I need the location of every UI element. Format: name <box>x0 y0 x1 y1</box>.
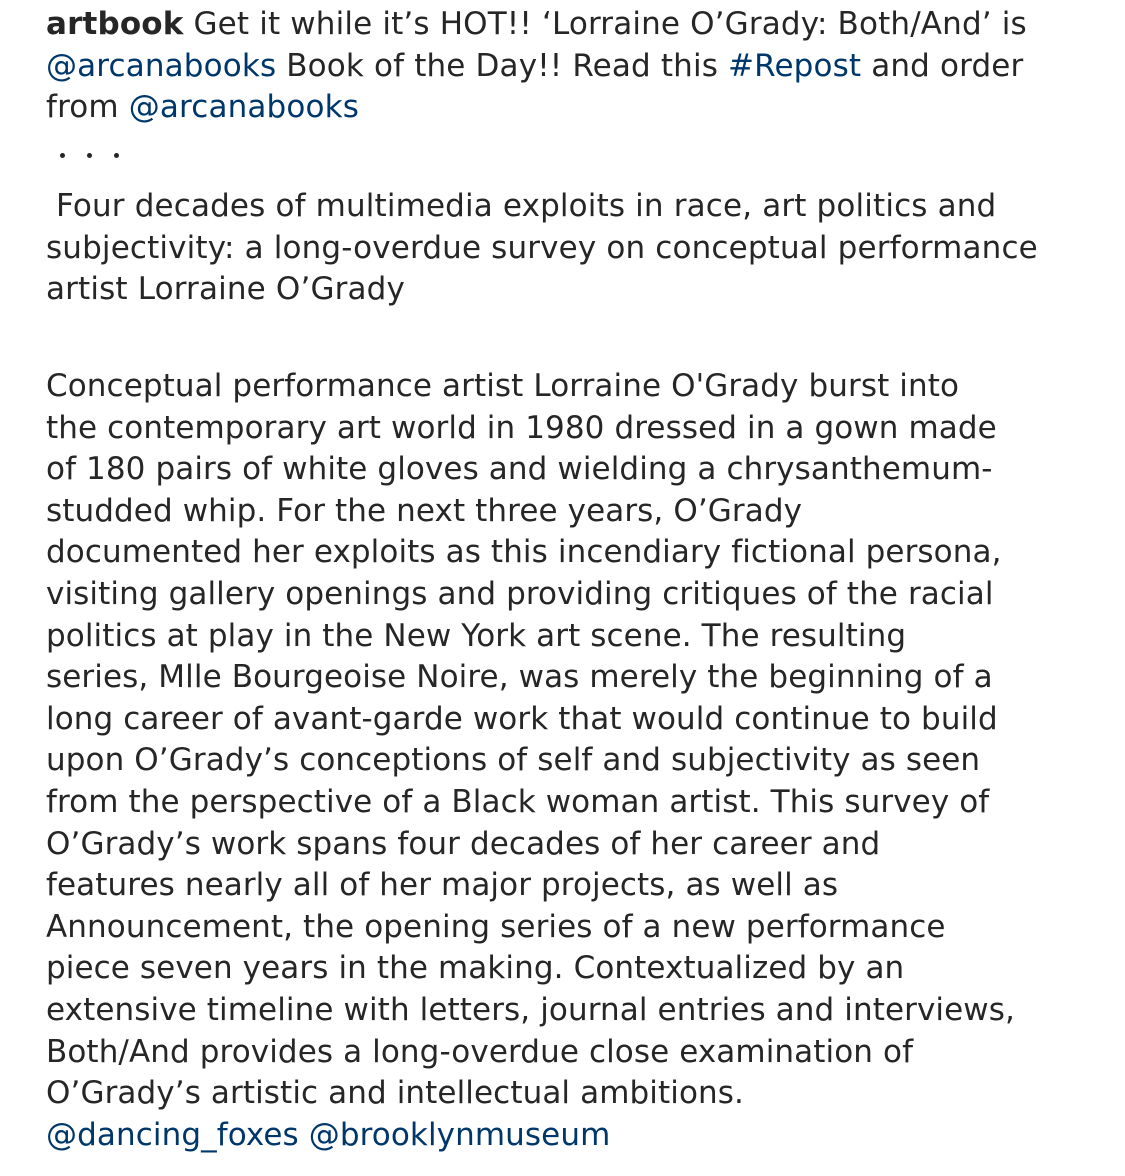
dot-icon <box>60 153 65 158</box>
description-line: O’Grady’s work spans four decades of her career and <box>46 825 881 862</box>
tags-line <box>46 1115 1106 1157</box>
mention-arcanabooks-link-2[interactable]: @arcanabooks <box>128 89 360 125</box>
description-line: long career of avant-garde work that would continue to build <box>46 700 998 737</box>
description-line: politics at play in the New York art scene. The resulting <box>46 617 907 654</box>
mention-dancing-foxes-link[interactable]: @dancing_foxes <box>46 1116 299 1153</box>
mention-brooklynmuseum-link[interactable]: @brooklynmuseum <box>308 1116 611 1153</box>
description-line: Announcement, the opening series of a new performance <box>46 908 946 945</box>
description-line: documented her exploits as this incendiary fictional persona, <box>46 534 1002 571</box>
username-link[interactable]: artbook <box>46 6 184 42</box>
ellipsis-separator <box>60 140 119 170</box>
caption-text: Book of the Day!! Read this <box>276 47 729 84</box>
description-line: visiting gallery openings and providing critiques of the racial <box>46 575 994 612</box>
summary-paragraph: Four decades of multimedia exploits in race, art politics and subjectivity: a long-overdue survey on conceptual performance artist Lorraine O’Grady <box>46 188 1048 307</box>
description-line: piece seven years in the making. Contextualized by an <box>46 950 905 987</box>
mention-arcanabooks-link[interactable]: @arcanabooks <box>46 47 277 84</box>
description-line: upon O’Grady’s conceptions of self and subjectivity as seen <box>46 742 981 779</box>
caption-text: Get it while it’s HOT!! ‘Lorraine O’Grady: Both/And’ is <box>183 6 1027 42</box>
description-line: series, Mlle Bourgeoise Noire, was merely the beginning of a <box>46 659 993 696</box>
description-line: of 180 pairs of white gloves and wielding a chrysanthemum- <box>46 451 993 488</box>
description-line: Both/And provides a long-overdue close examination of <box>46 1033 914 1070</box>
description-line: extensive timeline with letters, journal entries and interviews, <box>46 991 1015 1028</box>
description-line: from the perspective of a Black woman artist. This survey of <box>46 783 990 820</box>
post-caption <box>46 4 1106 129</box>
description-line: features nearly all of her major projects, as well as <box>46 867 839 904</box>
description-line: Conceptual performance artist Lorraine O'Grady burst into <box>46 368 960 404</box>
description-line: O’Grady’s artistic and intellectual ambitions. <box>46 1075 744 1112</box>
description-line: the contemporary art world in 1980 dressed in a gown made <box>46 409 997 446</box>
caption-text: and order from <box>46 47 1024 125</box>
dot-icon <box>114 153 119 158</box>
description-line: studded whip. For the next three years, O’Grady <box>46 492 803 529</box>
caption-header <box>46 4 1106 129</box>
dot-icon <box>87 153 92 158</box>
hashtag-repost-link[interactable]: #Repost <box>728 47 862 84</box>
description-paragraph <box>46 366 1106 1156</box>
